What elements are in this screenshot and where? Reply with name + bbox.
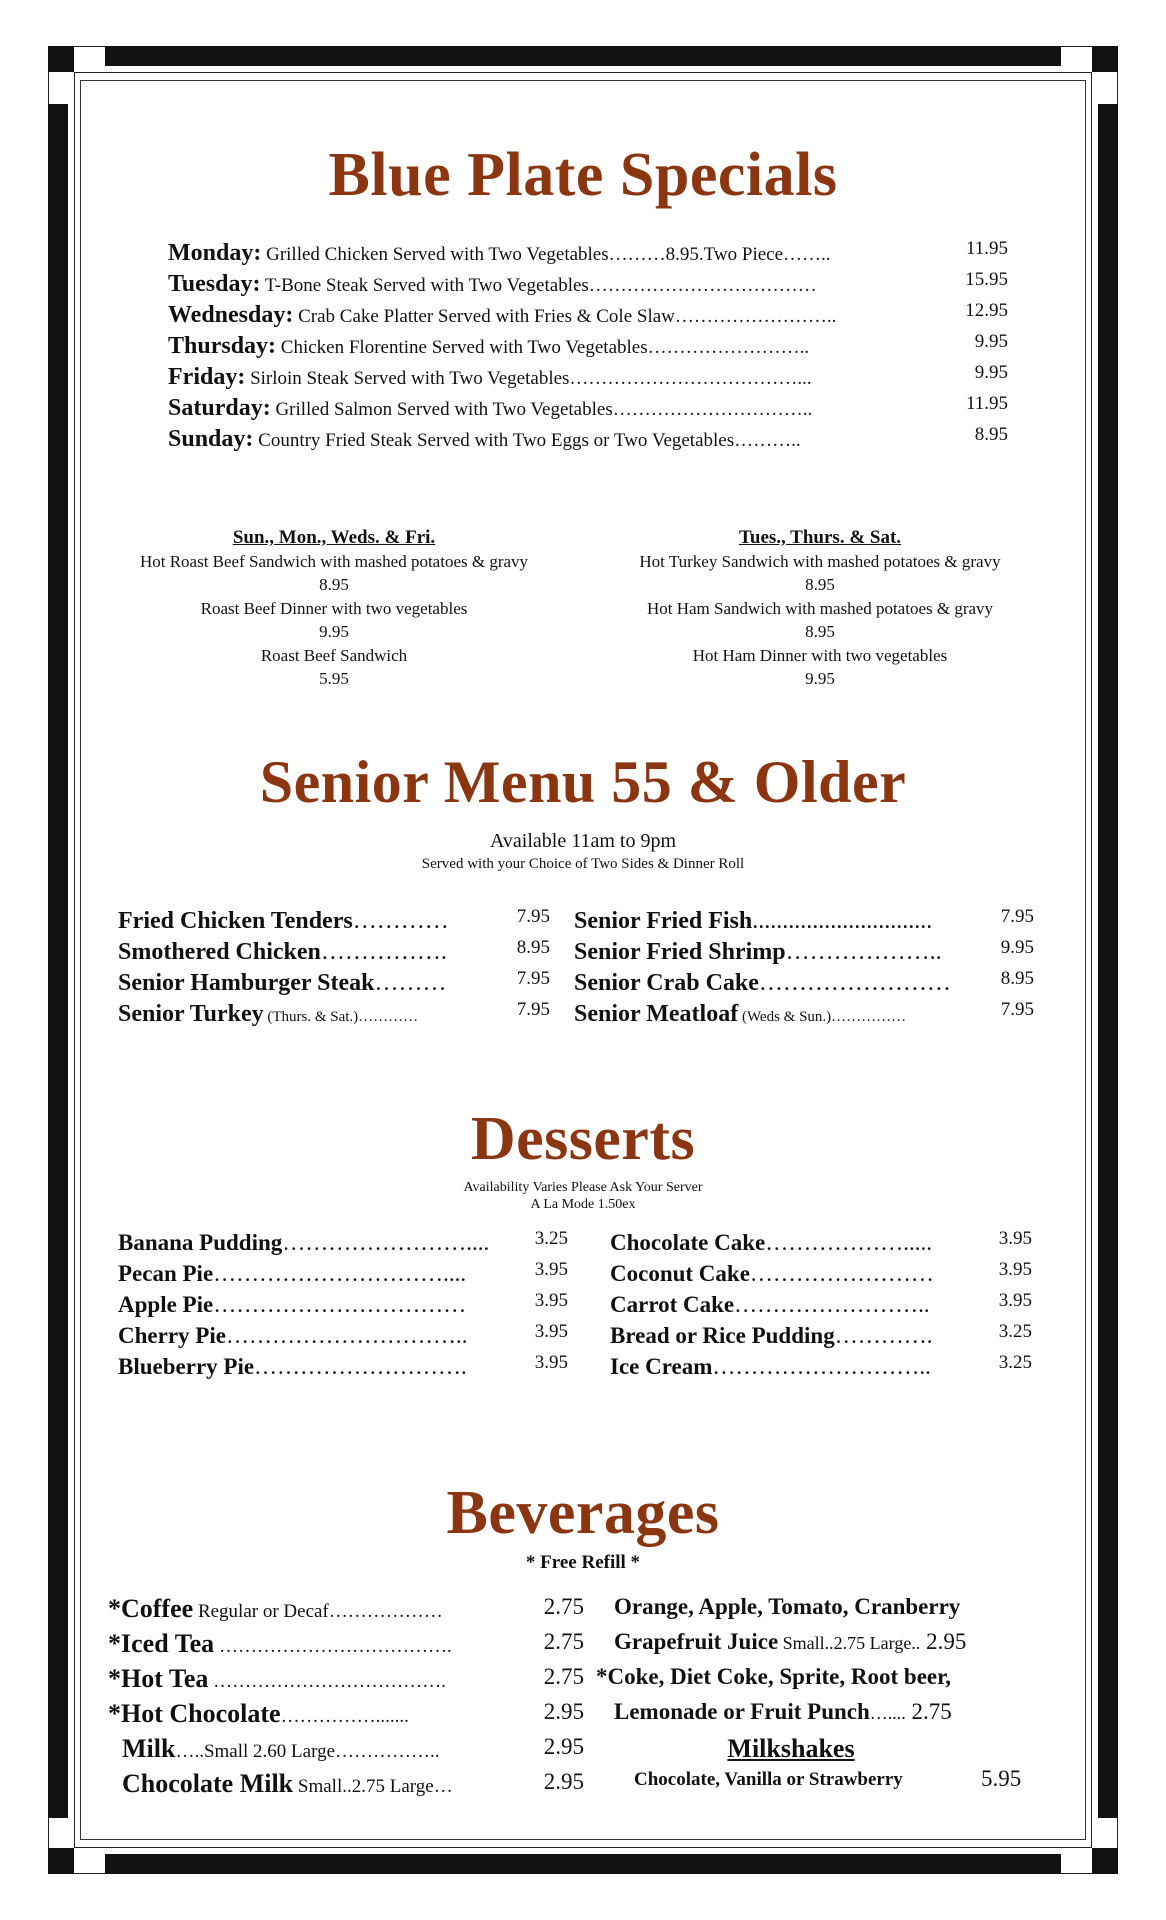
special-price: 8.95 [974,424,1008,445]
item-name: Pecan Pie [118,1261,214,1286]
item-name: Milk [122,1734,176,1763]
item-dots: …………………………… [213,1292,467,1317]
day-label: Sunday: [168,426,254,452]
item-name: Senior Turkey [118,1001,264,1027]
item-price: 8.95 [805,622,835,641]
item-dots: …………. [834,1323,933,1348]
item-price: 7.95 [516,906,550,927]
turkey-ham-days-heading: Tues., Thurs. & Sat. [738,527,902,548]
item-name: *Hot Chocolate [108,1699,281,1728]
item-price: 3.95 [534,1259,568,1280]
item-note: Small..2.75 Large… [293,1776,453,1797]
menu-item [108,1629,588,1664]
menu-item [118,1230,578,1261]
item-price: 5.95 [319,669,349,688]
item-price: 3.25 [534,1228,568,1249]
roast-beef-column [84,526,584,691]
blue-plate-title: Blue Plate Specials [328,141,838,209]
free-refill-note: * Free Refill * [525,1552,641,1573]
menu-item [118,1292,578,1323]
item-dots: ………………………….. [225,1323,468,1348]
menu-item [118,968,550,1001]
item-name: Chocolate Milk [122,1769,294,1798]
item-name: Ice Cream [610,1354,713,1379]
menu-item [574,939,1036,970]
menu-item [108,1594,588,1629]
item-dots: ……………. [320,939,447,965]
frame-corner [48,46,74,72]
item-note: Regular or Decaf……………… [193,1601,443,1622]
menu-item [610,1354,1040,1385]
juice-list: Orange, Apple, Tomato, Cranberry [614,1594,961,1619]
item-note: ……………....... [280,1706,409,1727]
senior-availability: Available 11am to 9pm [489,830,677,852]
item-name: Bread or Rice Pudding [610,1323,835,1348]
daily-special-row [168,302,1008,333]
item-dots: ………… [352,908,449,934]
item-price: 7.95 [516,968,550,989]
item-name: Grapefruit Juice [614,1629,779,1654]
senior-menu-title: Senior Menu 55 & Older [259,749,907,815]
special-price: 9.95 [974,362,1008,383]
item-name: Coconut Cake [610,1261,750,1286]
menu-item [118,906,550,939]
item-name: Senior Fried Fish [574,908,753,934]
item-dots: ………………..... [765,1230,932,1255]
menu-item [108,1734,588,1769]
frame-corner [1092,46,1118,72]
item-price: 3.95 [534,1290,568,1311]
special-description: Grilled Salmon Served with Two Vegetables………………………….. [270,399,813,420]
menu-item [118,937,550,970]
item-note: ………………………………. [208,1671,446,1692]
item-price: 3.25 [998,1321,1032,1342]
frame-bar-top [105,46,1061,66]
daily-special-row [168,395,1008,426]
item-price: 8.95 [1000,968,1034,989]
item-price: 2.95 [920,1629,967,1654]
item-dots: ………………………….... [213,1261,467,1286]
desserts-list-left [118,1230,578,1385]
item-price: 9.95 [805,669,835,688]
special-price: 11.95 [965,238,1008,259]
senior-served-note: Served with your Choice of Two Sides & Dinner Roll [421,856,745,872]
roast-beef-days-heading: Sun., Mon., Weds. & Fri. [232,527,436,548]
milkshakes-line [596,1766,1056,1804]
item-name: *Hot Tea [108,1664,209,1693]
menu-item [574,908,1036,939]
item-price: 8.95 [805,575,835,594]
menu-item [118,1261,578,1292]
beverages-title: Beverages [446,1479,720,1547]
item-price: 7.95 [516,999,550,1020]
daily-special-row [168,333,1008,364]
item-name: Carrot Cake [610,1292,735,1317]
item-text: Roast Beef Dinner with two vegetables [200,598,468,618]
special-description: Crab Cake Platter Served with Fries & Cole Slaw…………………….. [293,306,837,327]
special-price: 12.95 [965,300,1008,321]
special-price: 11.95 [965,393,1008,414]
menu-item [574,1001,1036,1032]
item-price: 3.25 [998,1352,1032,1373]
menu-item [610,1323,1040,1354]
item-price: 9.95 [1000,937,1034,958]
item-note: Small..2.75 Large.. [778,1633,921,1653]
milkshakes-heading: Milkshakes [727,1734,855,1763]
desserts-availability: Availability Varies Please Ask Your Server [463,1180,703,1195]
item-price: 3.95 [534,1352,568,1373]
item-name: Cherry Pie [118,1323,226,1348]
soda-list: *Coke, Diet Coke, Sprite, Root beer, [596,1664,951,1689]
special-description: T-Bone Steak Served with Two Vegetables……………………………… [260,275,817,296]
item-text: Hot Roast Beef Sandwich with mashed potatoes & gravy [139,551,529,571]
menu-item [574,970,1036,1001]
item-name: Smothered Chicken [118,939,321,965]
item-dots: …………………… [758,970,951,996]
item-dots: ….... [869,1703,906,1723]
item-name: Senior Crab Cake [574,970,759,996]
item-dots: …………………… [749,1261,934,1286]
menu-item [108,1769,588,1804]
soda-line [596,1699,1056,1734]
turkey-ham-column [570,526,1070,691]
item-price: 2.95 [543,1699,584,1724]
day-label: Saturday: [168,395,271,421]
item-name: Apple Pie [118,1292,214,1317]
item-price: 8.95 [516,937,550,958]
desserts-alamode: A La Mode 1.50ex [530,1197,636,1212]
item-price: 2.95 [543,1734,584,1759]
desserts-list-right [610,1230,1040,1385]
item-price: 3.95 [534,1321,568,1342]
senior-list-left [118,906,550,1032]
special-price: 9.95 [974,331,1008,352]
milkshake-flavors: Chocolate, Vanilla or Strawberry [634,1769,903,1790]
item-name: Chocolate Cake [610,1230,766,1255]
item-name: Fried Chicken Tenders [118,908,353,934]
item-price: 9.95 [319,622,349,641]
day-label: Tuesday: [168,271,261,297]
item-dots: …………………….. [734,1292,930,1317]
item-dots: ……………….. [785,939,942,965]
item-name: Senior Meatloaf [574,1001,739,1027]
item-price: 3.95 [998,1228,1032,1249]
frame-corner [1092,1848,1118,1874]
item-name: Lemonade or Fruit Punch [614,1699,870,1724]
item-text: Hot Turkey Sandwich with mashed potatoes & gravy [639,551,1001,571]
frame-bar-bottom [105,1854,1061,1874]
desserts-title: Desserts [470,1105,696,1173]
item-price: 2.95 [543,1769,584,1794]
item-price: 2.75 [543,1664,584,1689]
item-note: (Weds & Sun.)…………… [738,1009,907,1025]
menu-item [610,1261,1040,1292]
day-label: Friday: [168,364,246,390]
daily-special-row [168,240,1008,271]
item-dots: ……………………….. [712,1354,931,1379]
item-name: Banana Pudding [118,1230,283,1255]
item-price: 7.95 [1000,906,1034,927]
daily-special-row [168,426,1008,457]
item-price: 5.95 [981,1766,1022,1791]
day-label: Monday: [168,240,262,266]
item-price: 3.95 [998,1290,1032,1311]
menu-item [108,1664,588,1699]
daily-special-row [168,271,1008,302]
item-dots: ………………………. [254,1354,467,1379]
item-dots: ……… [374,970,447,996]
menu-item [108,1699,588,1734]
special-description: Sirloin Steak Served with Two Vegetables………………………………... [245,368,812,389]
special-description: Country Fried Steak Served with Two Eggs or Two Vegetables……….. [253,430,801,451]
item-name: Senior Fried Shrimp [574,939,786,965]
item-price: 3.95 [998,1259,1032,1280]
menu-item [610,1230,1040,1261]
beverages-list-right [596,1594,1056,1804]
item-text: Hot Ham Dinner with two vegetables [692,645,948,665]
item-dots: .............................. [752,908,933,934]
item-name: *Iced Tea [108,1629,215,1658]
item-name: Senior Hamburger Steak [118,970,375,996]
item-dots: …………………….... [282,1230,490,1255]
juice-line [596,1629,1056,1664]
item-note: (Thurs. & Sat.)………… [263,1009,419,1025]
item-price: 2.75 [543,1629,584,1654]
special-description: Chicken Florentine Served with Two Vegetables…………………….. [276,337,810,358]
item-price: 2.75 [905,1699,952,1724]
menu-item [610,1292,1040,1323]
menu-item [118,1323,578,1354]
item-name: *Coffee [108,1594,194,1623]
item-note: …..Small 2.60 Large…………….. [175,1741,440,1762]
senior-list-right [574,908,1036,1032]
daily-specials-list [168,240,1008,457]
frame-corner [48,1848,74,1874]
item-text: Roast Beef Sandwich [260,645,408,665]
beverages-list-left [108,1594,588,1804]
item-price: 7.95 [1000,999,1034,1020]
item-name: Blueberry Pie [118,1354,255,1379]
daily-special-row [168,364,1008,395]
menu-item [118,999,550,1032]
special-description: Grilled Chicken Served with Two Vegetables………8.95.Two Piece…….. [261,244,831,265]
item-note: ………………………………. [214,1636,452,1657]
menu-item [118,1354,578,1385]
item-price: 2.75 [543,1594,584,1619]
day-label: Wednesday: [168,302,294,328]
item-price: 8.95 [319,575,349,594]
item-text: Hot Ham Sandwich with mashed potatoes & gravy [646,598,994,618]
day-label: Thursday: [168,333,277,359]
special-price: 15.95 [965,269,1008,290]
